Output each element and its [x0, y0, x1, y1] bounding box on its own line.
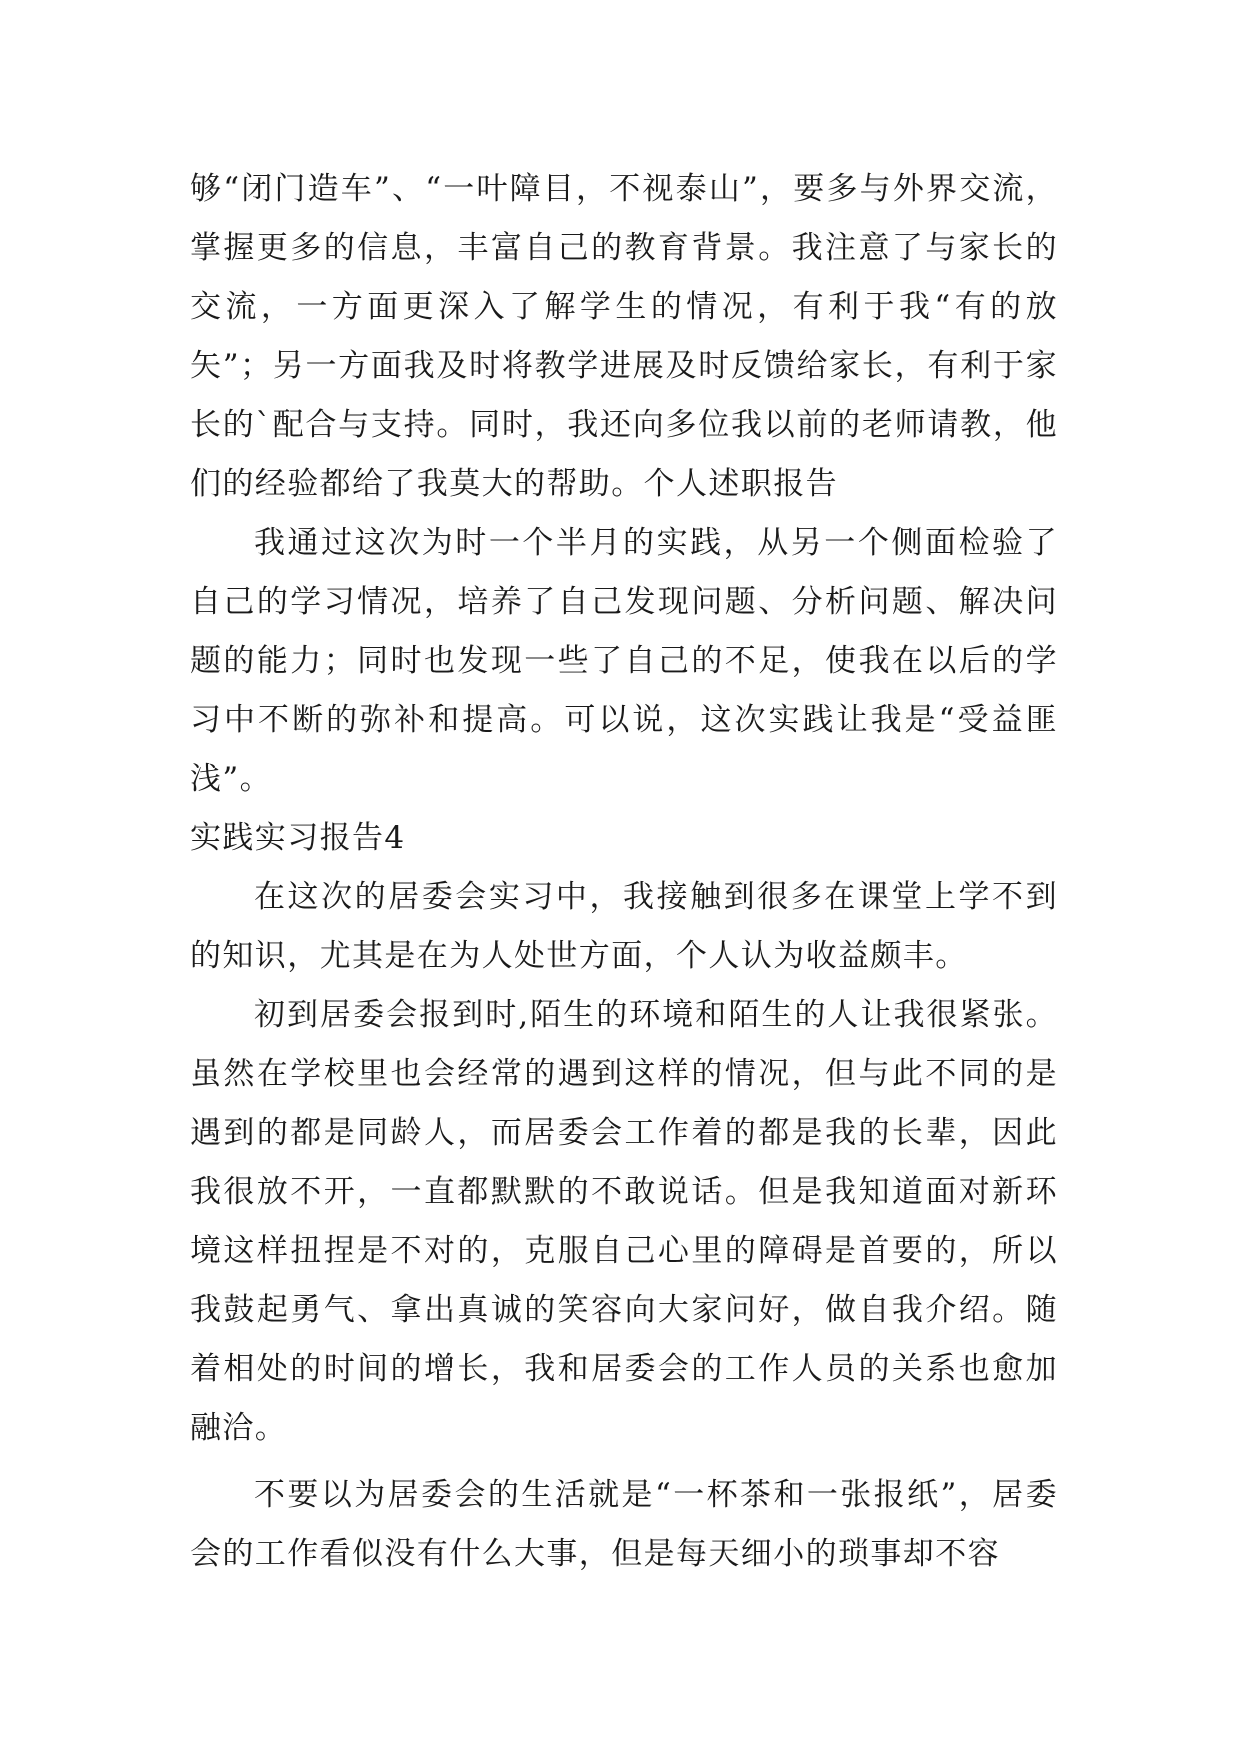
paragraph-continuation: 够“闭门造车”、“一叶障目，不视泰山”，要多与外界交流，掌握更多的信息，丰富自己的教育背景。我注意了与家长的交流，一方面更深入了解学生的情况，有利于我“有的放矢”；另一方面我及时将教学进展及时反馈给家长，有利于家长的`配合与支持。同时，我还向多位我以前的老师请教，他们的经验都给了我莫大的帮助。个人述职报告 — [190, 171, 1058, 502]
paragraph-committee-work: 不要以为居委会的生活就是“一杯茶和一张报纸”，居委会的工作看似没有什么大事，但是每天细小的琐事却不容 — [190, 1477, 1058, 1572]
paragraph-first-arrival: 初到居委会报到时,陌生的环境和陌生的人让我很紧张。虽然在学校里也会经常的遇到这样的情况，但与此不同的是遇到的都是同龄人，而居委会工作着的都是我的长辈，因此我很放不开，一直都默默的不敢说话。但是我知道面对新环境这样扭捏是不对的，克服自己心里的障碍是首要的，所以我鼓起勇气、拿出真诚的笑容向大家问好，做自我介绍。随着相处的时间的增长，我和居委会的工作人员的关系也愈加融洽。 — [190, 997, 1058, 1446]
document-body — [190, 160, 1058, 1584]
paragraph-practice-summary: 我通过这次为时一个半月的实践，从另一个侧面检验了自己的学习情况，培养了自己发现问题、分析问题、解决问题的能力；同时也发现一些了自己的不足，使我在以后的学习中不断的弥补和提高。可以说，这次实践让我是“受益匪浅”。 — [190, 525, 1058, 797]
paragraph-internship-intro: 在这次的居委会实习中，我接触到很多在课堂上学不到的知识，尤其是在为人处世方面，个人认为收益颇丰。 — [190, 879, 1058, 974]
section-heading: 实践实习报告4 — [190, 820, 406, 856]
